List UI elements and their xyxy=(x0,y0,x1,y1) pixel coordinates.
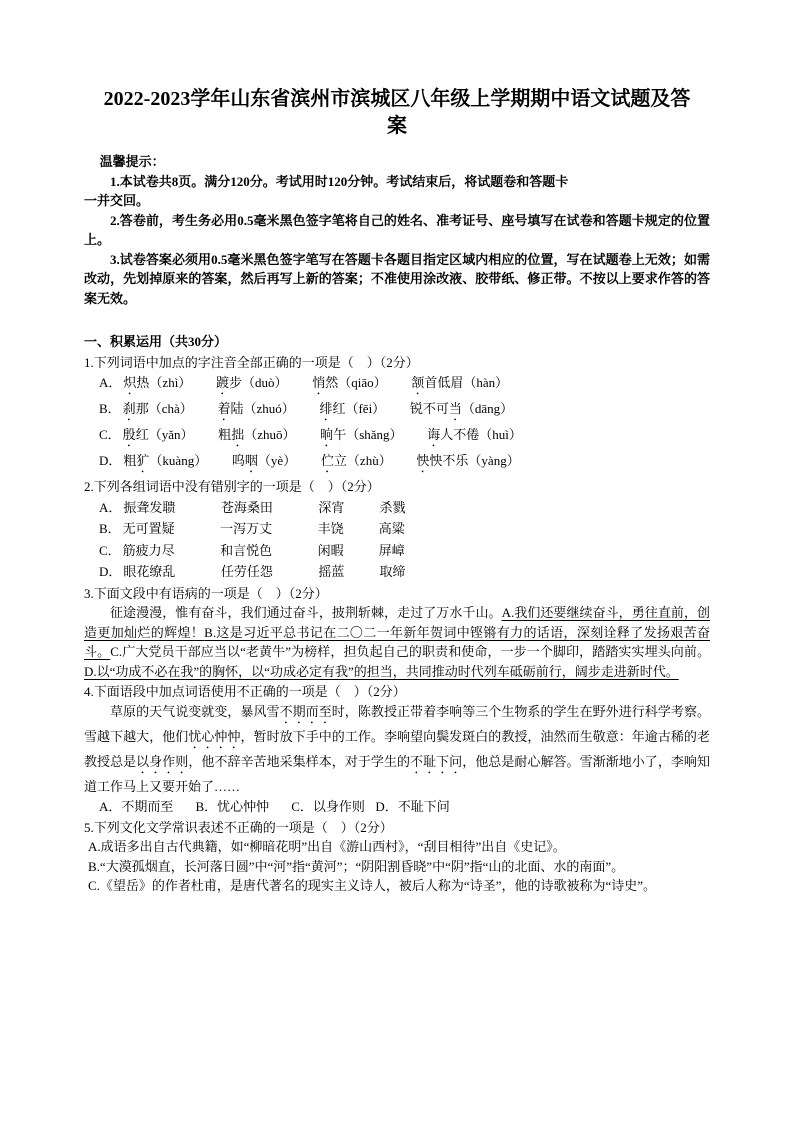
pinyin: （shǎng） xyxy=(346,427,403,442)
term: 眼花缭乱 xyxy=(123,564,176,579)
term: 锐不可当（dāng） xyxy=(409,401,514,416)
option-row xyxy=(84,424,710,450)
question-2-options xyxy=(84,497,710,583)
option-label: B． xyxy=(99,521,121,536)
question-5-option-a: A.成语多出自古代典籍，如“柳暗花明”出自《游山西村》，“刮目相待”出自《史记》。 xyxy=(88,839,566,854)
term: 振聋发聩 xyxy=(123,499,176,515)
dotted-idiom: 忧心忡忡 xyxy=(188,728,241,744)
pinyin: （huì） xyxy=(479,427,522,442)
question-4-passage: 草原的天气说变就变，暴风雪不期而至时，陈教授正带着李响等三个生物系的学生在野外进行科学考察。雪越下越大，他们忧心忡忡，暂时放下手中的工作。李响望向鬓发斑白的教授，油然而生敬意：年逾古稀的老教授总是以身作则，他不辞辛苦地采集样本，对于学生的不耻下问，他总是耐心解答。雪渐渐地小了，李响知道工作马上又要开始了…… xyxy=(84,703,710,794)
term: 刹那（chà） xyxy=(122,401,193,416)
pinyin: （zhuó） xyxy=(243,401,295,416)
dotted-idiom: 不期而至 xyxy=(279,703,332,719)
sentence-c: C.广大党员干部应当以“老黄牛”为榜样，担负起自己的职责和使命，一步一个脚印，踏踏实实埋头向前。 xyxy=(110,644,710,659)
pinyin: （chà） xyxy=(148,401,193,416)
question-5 xyxy=(84,818,710,896)
option-row xyxy=(84,398,710,424)
pinyin: （hàn） xyxy=(463,375,509,390)
pinyin: （yàng） xyxy=(468,453,520,468)
option-label: A． xyxy=(99,499,122,515)
pinyin: （yǎn） xyxy=(148,427,194,442)
term: 一泻万丈 xyxy=(220,521,273,536)
term: 取缔 xyxy=(379,564,406,579)
question-4-choices xyxy=(84,797,710,817)
choice-c: C．以身作则 xyxy=(291,799,365,814)
term: 任劳任怨 xyxy=(220,564,273,579)
dotted-idiom: 以身作则 xyxy=(136,753,189,769)
section-heading: 一、积累运用（共30分） xyxy=(84,334,228,349)
question-5-option-b: B.“大漠孤烟直，长河落日圆”中“河”指“黄河”；“阴阳割昏晓”中“阴”指“山的北面、水的南面”。 xyxy=(88,858,625,874)
term: 和言悦色 xyxy=(220,542,273,558)
pinyin: （fēi） xyxy=(345,401,386,416)
term: 苍海桑田 xyxy=(220,499,273,515)
dotted-char: 殷 xyxy=(122,427,136,442)
pinyin: （zhuō） xyxy=(244,427,296,442)
question-1-options xyxy=(84,372,710,476)
sentence-a-underlined: A.我们还要继续奋斗，勇往直前，创造更加灿烂的辉煌！ xyxy=(84,605,710,640)
question-1 xyxy=(84,353,710,477)
term: 诲人不倦（huì） xyxy=(427,427,522,442)
option-label: D． xyxy=(99,564,122,579)
term: 绯红（fēi） xyxy=(319,401,386,416)
pinyin: （kuàng） xyxy=(149,453,208,468)
question-2-stem: 2.下列各组词语中没有错别字的一项是（ ）（2分） xyxy=(84,479,380,494)
term: 粗拙（zhuō） xyxy=(218,427,296,442)
pinyin: （dāng） xyxy=(461,401,514,416)
option-row xyxy=(84,450,710,476)
option-row xyxy=(84,497,710,519)
question-5-stem: 5.下列文化文学常识表述不正确的一项是（ ）（2分） xyxy=(84,819,393,835)
notice-heading: 温馨提示： xyxy=(99,154,165,169)
question-4-stem: 4.下面语段中加点词语使用不正确的一项是（ ）（2分） xyxy=(84,684,406,699)
term: 筋疲力尽 xyxy=(122,542,175,558)
pinyin: （qiāo） xyxy=(338,375,387,390)
dotted-char: 犷 xyxy=(136,453,150,468)
choice-b: B．忧心忡忡 xyxy=(195,799,270,814)
option-label: A． xyxy=(99,375,122,390)
term: 晌午（shǎng） xyxy=(320,427,403,442)
question-3-passage xyxy=(84,603,710,681)
option-row xyxy=(84,540,710,562)
passage-intro: 征途漫漫，惟有奋斗，我们通过奋斗，披荆斩棘，走过了万水千山。 xyxy=(110,605,502,620)
dotted-char: 诲 xyxy=(427,427,441,442)
term: 悄然（qiāo） xyxy=(312,375,387,390)
term: 怏怏不乐（yàng） xyxy=(416,453,520,468)
pinyin: （yè） xyxy=(257,453,297,468)
notice-section xyxy=(84,152,710,308)
term: 踱步（duò） xyxy=(216,375,288,390)
title-line-1: 2022-2023学年山东省滨州市滨城区八年级上学期期中语文试题及答 xyxy=(103,88,691,110)
option-row xyxy=(84,372,710,398)
option-label: D． xyxy=(99,453,122,468)
term: 闲暇 xyxy=(317,542,344,558)
dotted-char: 咽 xyxy=(244,453,258,468)
notice-tip-3: 3.试卷答案必须用0.5毫米黑色签字笔写在答题卡各题目指定区域内相应的位置，写在试题卷上无效；如需改动，先划掉原来的答案，然后再写上新的答案；不准使用涂改液、胶带纸、修正带。不按以上要求作答的答案无效。 xyxy=(84,251,710,306)
option-label: B． xyxy=(99,401,121,416)
term: 摇蓝 xyxy=(318,564,345,579)
term: 伫立（zhù） xyxy=(320,453,392,468)
dotted-char: 伫 xyxy=(320,453,334,468)
term: 丰饶 xyxy=(317,521,344,536)
dotted-char: 晌 xyxy=(320,427,334,442)
notice-tip-1-line-1: 1.本试卷共8页。满分120分。考试用时120分钟。考试结束后，将试题卷和答题卡 xyxy=(110,173,569,189)
term: 屏嶂 xyxy=(378,542,405,558)
dotted-char: 刹 xyxy=(122,401,136,416)
option-row xyxy=(84,518,710,540)
dotted-char: 踱 xyxy=(216,375,230,390)
question-2 xyxy=(84,477,710,583)
choice-d: D．不耻下问 xyxy=(375,799,450,814)
sentence-b-underlined: B.这是习近平总书记在二〇二一年新年贺词中铿锵有力的话语，深刻诠释了发扬艰苦奋斗。 xyxy=(84,624,710,659)
term: 着陆（zhuó） xyxy=(217,401,295,416)
pinyin: （zhì） xyxy=(149,375,192,390)
pinyin: （zhù） xyxy=(346,453,392,468)
title-line-2: 案 xyxy=(387,115,407,137)
term: 高粱 xyxy=(378,521,405,536)
term: 呜咽（yè） xyxy=(231,453,297,468)
term: 殷红（yǎn） xyxy=(122,427,194,442)
dotted-char: 当 xyxy=(448,401,462,416)
dotted-idiom: 不耻下问 xyxy=(410,753,463,769)
option-row xyxy=(84,561,710,583)
question-3-stem: 3.下面文段中有语病的一项是（ ）（2分） xyxy=(84,585,328,601)
term: 粗犷（kuàng） xyxy=(123,453,208,468)
choice-a: A．不期而至 xyxy=(99,799,174,814)
document-title xyxy=(84,86,710,140)
sentence-d-underlined: D.以“功成不必在我”的胸怀，以“功成必定有我”的担当，共同推动时代列车砥砺前行，阔步走进新时代。 xyxy=(84,663,679,679)
notice-tip-1-line-2: 一并交回。 xyxy=(84,193,150,208)
dotted-char: 拙 xyxy=(231,427,245,442)
dotted-char: 怏 xyxy=(416,453,430,468)
term: 颔首低眉（hàn） xyxy=(411,375,509,390)
dotted-char: 着 xyxy=(217,401,231,416)
term: 炽热（zhì） xyxy=(123,375,192,390)
question-5-option-c: C.《望岳》的作者杜甫，是唐代著名的现实主义诗人，被后人称为“诗圣”，他的诗歌被称为“诗史”。 xyxy=(88,878,657,893)
dotted-char: 炽 xyxy=(123,375,137,390)
term: 无可置疑 xyxy=(122,521,175,536)
notice-tip-2: 2.答卷前，考生务必用0.5毫米黑色签字笔将自己的姓名、准考证号、座号填写在试卷和答题卡规定的位置上。 xyxy=(84,212,710,247)
question-4 xyxy=(84,682,710,817)
term: 深宵 xyxy=(318,499,345,515)
pinyin: （duò） xyxy=(242,375,288,390)
term: 杀戮 xyxy=(379,499,406,515)
option-label: C． xyxy=(99,427,121,442)
question-1-stem: 1.下列词语中加点的字注音全部正确的一项是（ ）（2分） xyxy=(84,354,419,370)
option-label: C． xyxy=(99,542,121,558)
question-3 xyxy=(84,584,710,682)
dotted-char: 颔 xyxy=(411,375,425,390)
dotted-char: 悄 xyxy=(312,375,326,390)
dotted-char: 绯 xyxy=(319,401,333,416)
